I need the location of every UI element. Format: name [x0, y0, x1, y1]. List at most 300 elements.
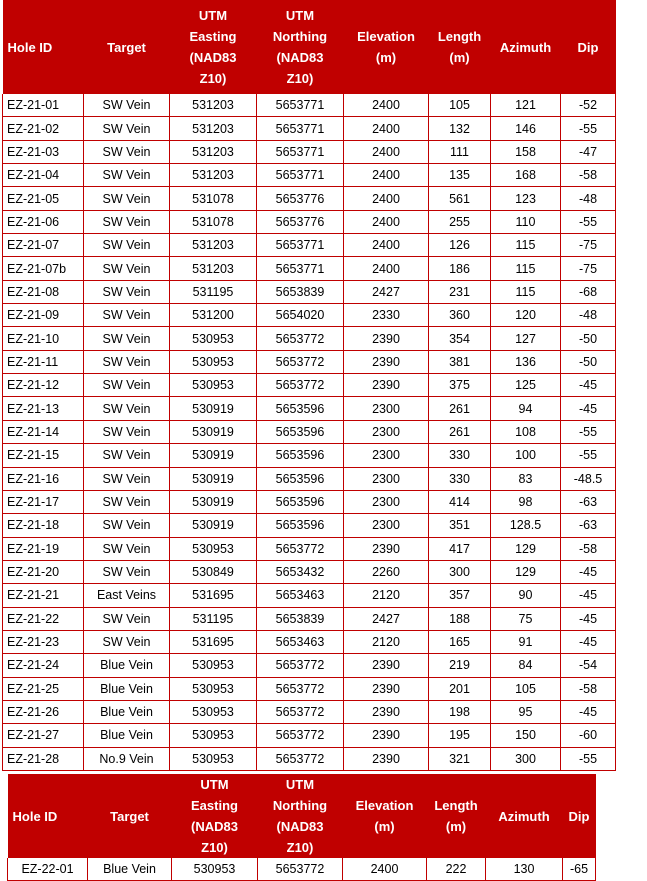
cell-dip: -48	[561, 304, 616, 327]
column-header-line: Hole ID	[12, 808, 58, 824]
cell-easting: 531078	[170, 210, 257, 233]
cell-elevation: 2390	[344, 700, 429, 723]
column-header-line: UTM	[285, 777, 315, 792]
column-header-hole-id	[8, 774, 88, 858]
table-row	[3, 537, 616, 560]
cell-easting: 531078	[170, 187, 257, 210]
column-header-line: Easting	[191, 798, 238, 813]
cell-dip: -54	[561, 654, 616, 677]
cell-target: SW Vein	[84, 164, 170, 187]
cell-dip: -58	[561, 537, 616, 560]
cell-dip: -58	[561, 164, 616, 187]
cell-target: SW Vein	[84, 444, 170, 467]
cell-easting: 530953	[170, 327, 257, 350]
cell-northing: 5653596	[257, 420, 344, 443]
cell-easting: 530919	[170, 467, 257, 490]
column-header-dip	[563, 774, 596, 858]
table-row	[3, 654, 616, 677]
table-row	[3, 584, 616, 607]
cell-northing: 5653839	[257, 607, 344, 630]
column-header-length	[427, 774, 486, 858]
cell-northing: 5653771	[257, 234, 344, 257]
cell-easting: 531695	[170, 584, 257, 607]
cell-elevation: 2390	[344, 537, 429, 560]
column-header-line: (m)	[449, 50, 470, 65]
cell-northing: 5653772	[257, 724, 344, 747]
cell-hole-id: EZ-21-22	[3, 607, 84, 630]
cell-elevation: 2390	[344, 724, 429, 747]
table-row	[3, 210, 616, 233]
cell-hole-id: EZ-22-01	[8, 858, 88, 881]
cell-target: SW Vein	[84, 140, 170, 163]
cell-dip: -45	[561, 700, 616, 723]
cell-hole-id: EZ-21-05	[3, 187, 84, 210]
cell-hole-id: EZ-21-15	[3, 444, 84, 467]
cell-elevation: 2300	[344, 467, 429, 490]
column-header-line: Z10)	[199, 71, 227, 86]
cell-dip: -68	[561, 280, 616, 303]
table-row	[3, 280, 616, 303]
cell-easting: 531203	[170, 140, 257, 163]
cell-target: SW Vein	[84, 234, 170, 257]
cell-length: 105	[429, 94, 491, 117]
cell-length: 188	[429, 607, 491, 630]
cell-hole-id: EZ-21-24	[3, 654, 84, 677]
header-row	[3, 0, 616, 94]
cell-easting: 530919	[170, 420, 257, 443]
table-row	[3, 94, 616, 117]
cell-dip: -75	[561, 257, 616, 280]
cell-length: 111	[429, 140, 491, 163]
cell-azimuth: 94	[491, 397, 561, 420]
cell-northing: 5653771	[257, 140, 344, 163]
cell-hole-id: EZ-21-13	[3, 397, 84, 420]
column-header-line: Azimuth	[499, 39, 552, 55]
cell-northing: 5653596	[257, 397, 344, 420]
cell-hole-id: EZ-21-20	[3, 560, 84, 583]
cell-length: 357	[429, 584, 491, 607]
cell-target: Blue Vein	[84, 677, 170, 700]
cell-azimuth: 300	[491, 747, 561, 770]
cell-dip: -52	[561, 94, 616, 117]
cell-northing: 5653772	[257, 747, 344, 770]
cell-northing: 5653772	[257, 700, 344, 723]
cell-northing: 5653463	[257, 630, 344, 653]
cell-dip: -55	[561, 444, 616, 467]
table-row	[3, 700, 616, 723]
cell-elevation: 2400	[344, 187, 429, 210]
cell-easting: 531195	[170, 280, 257, 303]
cell-hole-id: EZ-21-03	[3, 140, 84, 163]
cell-easting: 531203	[170, 117, 257, 140]
column-header-line: UTM	[200, 777, 229, 792]
cell-dip: -75	[561, 234, 616, 257]
table-row	[3, 444, 616, 467]
column-header-line: Northing	[272, 798, 328, 813]
cell-dip: -50	[561, 327, 616, 350]
cell-target: SW Vein	[84, 397, 170, 420]
cell-target: Blue Vein	[84, 724, 170, 747]
table-row	[3, 257, 616, 280]
cell-northing: 5653772	[257, 537, 344, 560]
cell-hole-id: EZ-21-16	[3, 467, 84, 490]
cell-easting: 530919	[170, 444, 257, 467]
cell-azimuth: 84	[491, 654, 561, 677]
cell-target: SW Vein	[84, 514, 170, 537]
cell-target: SW Vein	[84, 560, 170, 583]
cell-azimuth: 150	[491, 724, 561, 747]
cell-length: 414	[429, 490, 491, 513]
table-row	[3, 747, 616, 770]
cell-hole-id: EZ-21-01	[3, 94, 84, 117]
cell-azimuth: 115	[491, 280, 561, 303]
cell-azimuth: 120	[491, 304, 561, 327]
table-row	[3, 304, 616, 327]
cell-azimuth: 136	[491, 350, 561, 373]
cell-northing: 5653596	[257, 467, 344, 490]
cell-hole-id: EZ-21-09	[3, 304, 84, 327]
cell-hole-id: EZ-21-07	[3, 234, 84, 257]
cell-easting: 531203	[170, 234, 257, 257]
table-row	[3, 327, 616, 350]
cell-length: 231	[429, 280, 491, 303]
cell-dip: -45	[561, 397, 616, 420]
column-header-line: Target	[110, 808, 149, 824]
cell-dip: -55	[561, 420, 616, 443]
cell-length: 300	[429, 560, 491, 583]
cell-elevation: 2300	[344, 514, 429, 537]
cell-hole-id: EZ-21-17	[3, 490, 84, 513]
cell-azimuth: 115	[491, 234, 561, 257]
cell-target: SW Vein	[84, 257, 170, 280]
cell-length: 261	[429, 397, 491, 420]
cell-northing: 5653771	[257, 117, 344, 140]
cell-dip: -55	[561, 210, 616, 233]
cell-length: 354	[429, 327, 491, 350]
cell-target: SW Vein	[84, 210, 170, 233]
cell-target: SW Vein	[84, 607, 170, 630]
cell-hole-id: EZ-21-08	[3, 280, 84, 303]
cell-hole-id: EZ-21-21	[3, 584, 84, 607]
cell-target: SW Vein	[84, 490, 170, 513]
cell-target: No.9 Vein	[84, 747, 170, 770]
cell-elevation: 2390	[344, 374, 429, 397]
column-header-line: Elevation	[355, 798, 414, 813]
cell-length: 330	[429, 444, 491, 467]
cell-azimuth: 100	[491, 444, 561, 467]
column-header-line: (NAD83	[276, 819, 324, 834]
cell-easting: 530919	[170, 490, 257, 513]
cell-elevation: 2300	[344, 490, 429, 513]
cell-elevation: 2390	[344, 327, 429, 350]
column-header-length	[429, 0, 491, 94]
cell-length: 126	[429, 234, 491, 257]
column-header-elevation	[343, 774, 427, 858]
cell-northing: 5653772	[257, 654, 344, 677]
cell-elevation: 2427	[344, 280, 429, 303]
cell-azimuth: 105	[491, 677, 561, 700]
cell-target: SW Vein	[84, 187, 170, 210]
cell-hole-id: EZ-21-02	[3, 117, 84, 140]
cell-length: 261	[429, 420, 491, 443]
cell-target: SW Vein	[84, 630, 170, 653]
table-row	[3, 677, 616, 700]
cell-target: East Veins	[84, 584, 170, 607]
cell-easting: 530953	[170, 654, 257, 677]
cell-elevation: 2400	[344, 257, 429, 280]
column-header-line: Length	[434, 798, 478, 813]
cell-azimuth: 127	[491, 327, 561, 350]
column-header-easting	[172, 774, 258, 858]
header-row	[8, 774, 596, 858]
cell-elevation: 2390	[344, 677, 429, 700]
cell-northing: 5653463	[257, 584, 344, 607]
cell-hole-id: EZ-21-23	[3, 630, 84, 653]
column-header-line: Dip	[577, 39, 599, 55]
cell-length: 165	[429, 630, 491, 653]
table-row	[3, 607, 616, 630]
cell-elevation: 2427	[344, 607, 429, 630]
cell-northing: 5653772	[257, 677, 344, 700]
cell-elevation: 2390	[344, 747, 429, 770]
column-header-line: Elevation	[357, 29, 415, 44]
cell-elevation: 2300	[344, 420, 429, 443]
cell-length: 222	[427, 858, 486, 881]
table-row	[3, 420, 616, 443]
cell-dip: -45	[561, 607, 616, 630]
cell-target: SW Vein	[84, 467, 170, 490]
cell-elevation: 2400	[344, 210, 429, 233]
cell-length: 135	[429, 164, 491, 187]
cell-azimuth: 129	[491, 560, 561, 583]
column-header-line: Dip	[568, 808, 590, 824]
cell-target: SW Vein	[84, 420, 170, 443]
cell-northing: 5653772	[257, 374, 344, 397]
column-header-northing	[258, 774, 343, 858]
cell-hole-id: EZ-21-06	[3, 210, 84, 233]
cell-azimuth: 123	[491, 187, 561, 210]
cell-elevation: 2300	[344, 444, 429, 467]
table-row	[3, 374, 616, 397]
cell-azimuth: 128.5	[491, 514, 561, 537]
cell-elevation: 2120	[344, 584, 429, 607]
cell-length: 219	[429, 654, 491, 677]
cell-dip: -63	[561, 490, 616, 513]
column-header-target	[84, 0, 170, 94]
cell-azimuth: 130	[486, 858, 563, 881]
cell-easting: 530953	[170, 700, 257, 723]
cell-target: SW Vein	[84, 537, 170, 560]
column-header-dip	[561, 0, 616, 94]
cell-length: 417	[429, 537, 491, 560]
cell-elevation: 2390	[344, 654, 429, 677]
drill-holes-2022-table	[7, 774, 596, 881]
column-header-elevation	[344, 0, 429, 94]
table-row	[3, 467, 616, 490]
cell-length: 561	[429, 187, 491, 210]
column-header-line: (m)	[375, 50, 397, 65]
column-header-line: Target	[107, 39, 146, 55]
table-row	[3, 397, 616, 420]
cell-hole-id: EZ-21-27	[3, 724, 84, 747]
cell-length: 132	[429, 117, 491, 140]
table-row	[3, 490, 616, 513]
cell-target: SW Vein	[84, 350, 170, 373]
table-row	[3, 350, 616, 373]
cell-dip: -60	[561, 724, 616, 747]
cell-easting: 531203	[170, 164, 257, 187]
cell-length: 195	[429, 724, 491, 747]
cell-dip: -55	[561, 117, 616, 140]
column-header-easting	[170, 0, 257, 94]
cell-azimuth: 90	[491, 584, 561, 607]
cell-target: Blue Vein	[84, 700, 170, 723]
cell-easting: 530953	[170, 677, 257, 700]
cell-length: 360	[429, 304, 491, 327]
column-header-azimuth	[486, 774, 563, 858]
cell-dip: -65	[563, 858, 596, 881]
cell-easting: 530953	[172, 858, 258, 881]
cell-northing: 5653596	[257, 490, 344, 513]
cell-easting: 530953	[170, 537, 257, 560]
cell-elevation: 2400	[344, 234, 429, 257]
cell-target: SW Vein	[84, 94, 170, 117]
cell-azimuth: 121	[491, 94, 561, 117]
cell-northing: 5653839	[257, 280, 344, 303]
cell-length: 330	[429, 467, 491, 490]
column-header-line: Length	[437, 29, 482, 44]
cell-northing: 5653771	[257, 257, 344, 280]
cell-easting: 531695	[170, 630, 257, 653]
cell-azimuth: 168	[491, 164, 561, 187]
cell-northing: 5653771	[257, 164, 344, 187]
cell-length: 375	[429, 374, 491, 397]
cell-hole-id: EZ-21-25	[3, 677, 84, 700]
cell-azimuth: 91	[491, 630, 561, 653]
column-header-line: (m)	[445, 819, 467, 834]
cell-azimuth: 110	[491, 210, 561, 233]
column-header-line: Z10)	[286, 840, 314, 855]
cell-hole-id: EZ-21-11	[3, 350, 84, 373]
cell-easting: 531203	[170, 94, 257, 117]
cell-azimuth: 108	[491, 420, 561, 443]
column-header-line: (m)	[374, 819, 395, 834]
cell-hole-id: EZ-21-18	[3, 514, 84, 537]
cell-target: SW Vein	[84, 117, 170, 140]
cell-azimuth: 129	[491, 537, 561, 560]
cell-easting: 530953	[170, 724, 257, 747]
table-row	[3, 514, 616, 537]
column-header-line: Azimuth	[498, 808, 550, 824]
cell-dip: -55	[561, 747, 616, 770]
cell-elevation: 2400	[344, 140, 429, 163]
cell-target: SW Vein	[84, 280, 170, 303]
cell-target: Blue Vein	[88, 858, 172, 881]
cell-azimuth: 95	[491, 700, 561, 723]
cell-length: 381	[429, 350, 491, 373]
cell-elevation: 2330	[344, 304, 429, 327]
cell-northing: 5654020	[257, 304, 344, 327]
cell-elevation: 2390	[344, 350, 429, 373]
table-row	[3, 117, 616, 140]
table-row	[3, 187, 616, 210]
cell-hole-id: EZ-21-07b	[3, 257, 84, 280]
cell-dip: -48.5	[561, 467, 616, 490]
column-header-line: UTM	[285, 8, 315, 23]
cell-easting: 531195	[170, 607, 257, 630]
cell-elevation: 2300	[344, 397, 429, 420]
cell-easting: 530953	[170, 374, 257, 397]
table-row	[3, 560, 616, 583]
drill-holes-2021-table	[2, 0, 616, 771]
cell-dip: -47	[561, 140, 616, 163]
cell-northing: 5653771	[257, 94, 344, 117]
column-header-azimuth	[491, 0, 561, 94]
cell-northing: 5653596	[257, 444, 344, 467]
cell-azimuth: 115	[491, 257, 561, 280]
column-header-line: Northing	[272, 29, 328, 44]
column-header-line: (NAD83	[276, 50, 324, 65]
cell-target: SW Vein	[84, 374, 170, 397]
cell-hole-id: EZ-21-12	[3, 374, 84, 397]
cell-hole-id: EZ-21-04	[3, 164, 84, 187]
cell-dip: -45	[561, 560, 616, 583]
cell-azimuth: 83	[491, 467, 561, 490]
cell-northing: 5653776	[257, 210, 344, 233]
cell-elevation: 2400	[343, 858, 427, 881]
column-header-line: UTM	[198, 8, 228, 23]
cell-target: SW Vein	[84, 327, 170, 350]
cell-elevation: 2120	[344, 630, 429, 653]
cell-target: Blue Vein	[84, 654, 170, 677]
cell-northing: 5653772	[257, 350, 344, 373]
cell-target: SW Vein	[84, 304, 170, 327]
cell-dip: -45	[561, 374, 616, 397]
cell-azimuth: 75	[491, 607, 561, 630]
cell-azimuth: 125	[491, 374, 561, 397]
column-header-line: Z10)	[286, 71, 314, 86]
column-header-hole-id	[3, 0, 84, 94]
cell-length: 201	[429, 677, 491, 700]
table-row	[3, 630, 616, 653]
cell-azimuth: 158	[491, 140, 561, 163]
cell-northing: 5653776	[257, 187, 344, 210]
cell-hole-id: EZ-21-14	[3, 420, 84, 443]
cell-northing: 5653596	[257, 514, 344, 537]
cell-hole-id: EZ-21-28	[3, 747, 84, 770]
cell-elevation: 2400	[344, 117, 429, 140]
table-row	[3, 140, 616, 163]
column-header-target	[88, 774, 172, 858]
cell-azimuth: 146	[491, 117, 561, 140]
cell-dip: -50	[561, 350, 616, 373]
cell-easting: 531203	[170, 257, 257, 280]
table-row	[3, 234, 616, 257]
column-header-line: (NAD83	[191, 819, 238, 834]
column-header-line: Easting	[189, 29, 237, 44]
cell-length: 255	[429, 210, 491, 233]
cell-dip: -58	[561, 677, 616, 700]
cell-dip: -45	[561, 630, 616, 653]
cell-northing: 5653772	[257, 327, 344, 350]
column-header-line: Hole ID	[7, 39, 53, 55]
table-row	[8, 858, 596, 881]
cell-elevation: 2400	[344, 164, 429, 187]
cell-easting: 530919	[170, 397, 257, 420]
cell-elevation: 2400	[344, 94, 429, 117]
cell-length: 186	[429, 257, 491, 280]
cell-azimuth: 98	[491, 490, 561, 513]
